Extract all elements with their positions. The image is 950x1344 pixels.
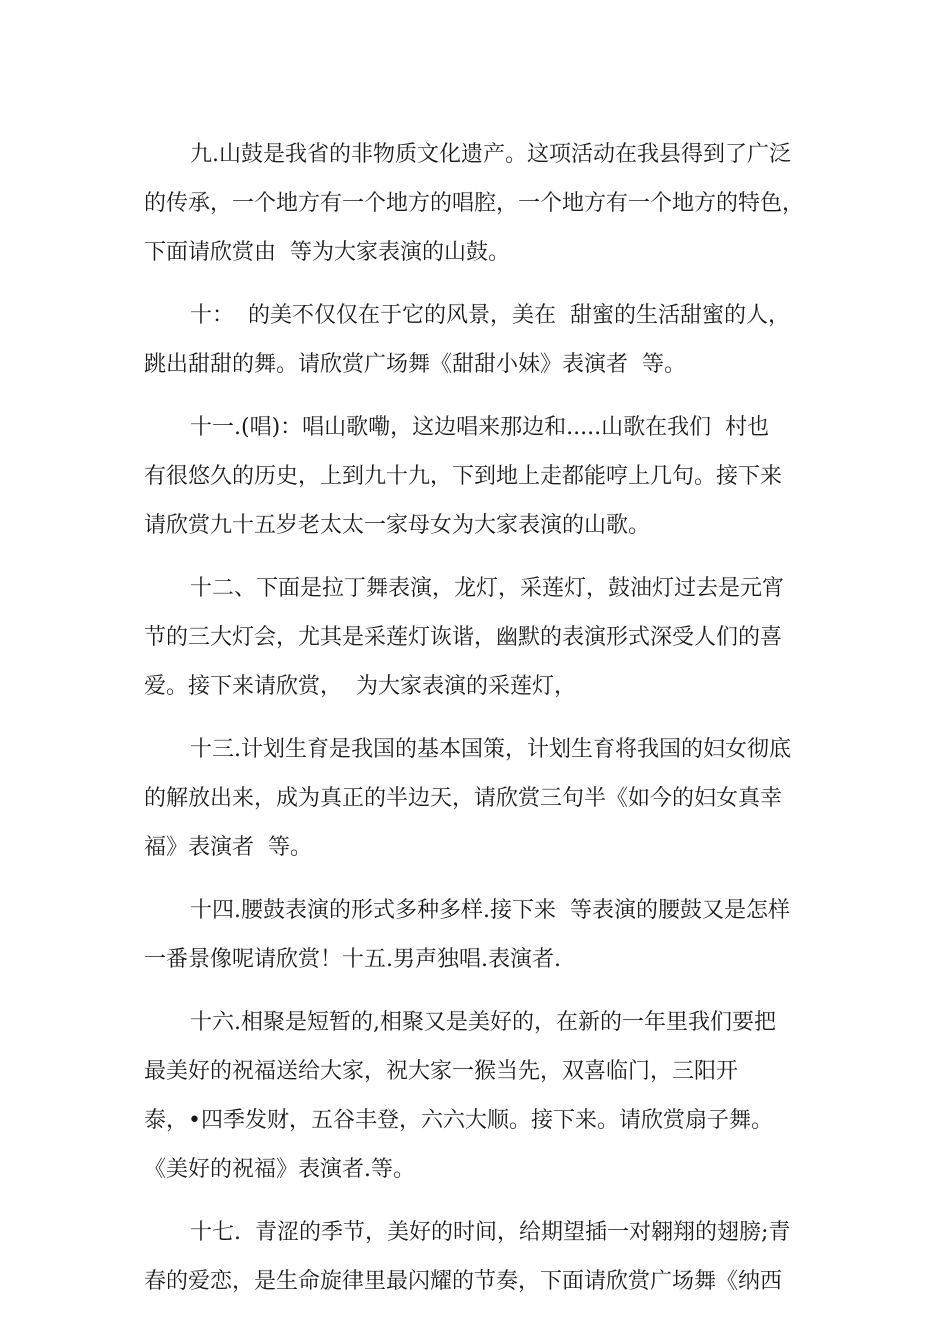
text-line: 节的三大灯会，尤其是采莲灯诙谐，幽默的表演形式深受人们的喜: [144, 625, 783, 650]
text-line: 的解放出来，成为真正的半边天，请欣赏三句半《如今的妇女真幸: [144, 786, 783, 811]
paragraph-12: [144, 564, 820, 711]
text-line: 跳出甜甜的舞。请欣赏广场舞《甜甜小妹》表演者 等。: [144, 352, 686, 377]
text-line: 福》表演者 等。: [144, 835, 312, 860]
text-line: 下面请欣赏由 等为大家表演的山鼓。: [144, 240, 510, 265]
paragraph-16: [144, 998, 820, 1194]
text-line: 泰，•四季发财，五谷丰登，六六大顺。接下来。请欣赏扇子舞。: [144, 1108, 773, 1133]
paragraph-17: [144, 1208, 820, 1306]
text-line: 最美好的祝福送给大家，祝大家一猴当先，双喜临门，三阳开: [144, 1059, 739, 1084]
text-line: 爱。接下来请欣赏， 为大家表演的采莲灯，: [144, 674, 576, 699]
paragraph-11: [144, 403, 820, 550]
text-line: 十四.腰鼓表演的形式多种多样.接下来 等表演的腰鼓又是怎样: [190, 898, 790, 923]
text-line: 一番景像呢请欣赏！十五.男声独唱.表演者.: [144, 947, 561, 972]
text-line: 的传承，一个地方有一个地方的唱腔，一个地方有一个地方的特色，: [144, 191, 805, 216]
text-line: 九.山鼓是我省的非物质文化遗产。这项活动在我县得到了广泛: [190, 142, 791, 167]
text-line: 《美好的祝福》表演者.等。: [144, 1157, 415, 1182]
text-line: 十： 的美不仅仅在于它的风景，美在 甜蜜的生活甜蜜的人，: [190, 303, 790, 328]
document-body: [144, 130, 820, 1320]
paragraph-14: [144, 886, 820, 984]
text-line: 十六.相聚是短暂的,相聚又是美好的，在新的一年里我们要把: [190, 1010, 776, 1035]
text-line: 十三.计划生育是我国的基本国策，计划生育将我国的妇女彻底: [190, 737, 791, 762]
paragraph-13: [144, 725, 820, 872]
paragraph-10: [144, 291, 820, 389]
text-line: 春的爱恋，是生命旋律里最闪耀的节奏，下面请欣赏广场舞《纳西: [144, 1269, 783, 1294]
paragraph-9: [144, 130, 820, 277]
text-line: 十七. 青涩的季节，美好的时间，给期望插一对翱翔的翅膀;青: [190, 1220, 791, 1245]
text-line: 十二、下面是拉丁舞表演，龙灯，采莲灯，鼓油灯过去是元宵: [190, 576, 785, 601]
text-line: 十一.(唱)：唱山歌嘞，这边唱来那边和.....山歌在我们 村也: [190, 415, 770, 440]
text-line: 有很悠久的历史，上到九十九，下到地上走都能哼上几句。接下来: [144, 464, 783, 489]
text-line: 请欣赏九十五岁老太太一家母女为大家表演的山歌。: [144, 513, 651, 538]
